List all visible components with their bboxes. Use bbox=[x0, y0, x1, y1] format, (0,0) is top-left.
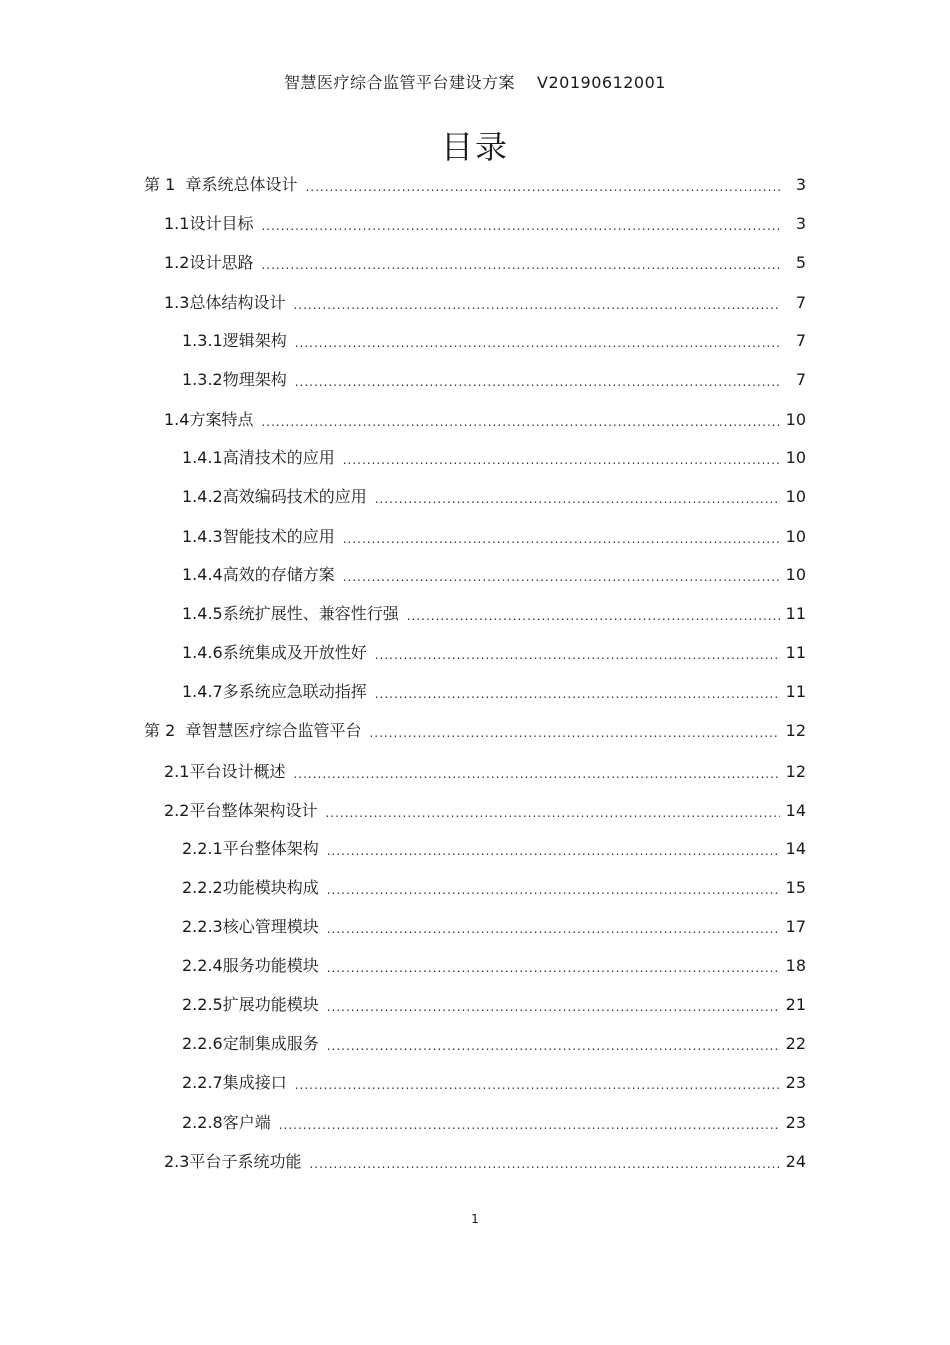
toc-entry-label: 高清技术的应用 bbox=[222, 448, 335, 467]
toc-entry-page: 14 bbox=[785, 801, 806, 820]
toc-entry[interactable] bbox=[144, 712, 806, 742]
toc-leader-dots bbox=[293, 296, 780, 314]
toc-leader-dots bbox=[407, 607, 780, 625]
toc-entry-number: 1.3 bbox=[164, 293, 190, 312]
toc-entry-page: 3 bbox=[795, 175, 806, 194]
toc-entry[interactable] bbox=[182, 1104, 806, 1134]
toc-leader-dots bbox=[261, 413, 780, 431]
toc-entry[interactable] bbox=[164, 753, 806, 783]
toc-leader-dots bbox=[375, 490, 780, 508]
toc-leader-dots bbox=[305, 178, 780, 196]
toc-entry-number: 1.3.1 bbox=[182, 331, 223, 350]
toc-entry-label: 方案特点 bbox=[189, 410, 254, 429]
toc-leader-dots bbox=[295, 334, 780, 352]
toc-entry-label: 扩展功能模块 bbox=[222, 995, 319, 1014]
toc-entry-page: 22 bbox=[785, 1034, 806, 1053]
toc-entry[interactable] bbox=[164, 205, 806, 235]
toc-leader-dots bbox=[279, 1116, 780, 1134]
toc-entry-page: 14 bbox=[785, 839, 806, 858]
toc-entry-label: 功能模块构成 bbox=[222, 878, 319, 897]
toc-entry-label: 逻辑架构 bbox=[222, 331, 287, 350]
toc-entry-page: 11 bbox=[785, 604, 806, 623]
toc-leader-dots bbox=[295, 1076, 780, 1094]
toc-entry-number: 1.4.6 bbox=[182, 643, 223, 662]
toc-leader-dots bbox=[369, 724, 780, 742]
toc-entry-number: 1.4.2 bbox=[182, 487, 223, 506]
toc-entry-number: 1.4.3 bbox=[182, 527, 223, 546]
toc-entry[interactable] bbox=[182, 361, 806, 391]
toc-entry[interactable] bbox=[144, 166, 806, 196]
toc-entry-page: 5 bbox=[795, 253, 806, 272]
toc-entry-label: 客户端 bbox=[222, 1113, 271, 1132]
toc-entry-number: 2.3 bbox=[164, 1152, 190, 1171]
toc-entry-number: 1.2 bbox=[164, 253, 190, 272]
toc-entry-page: 17 bbox=[785, 917, 806, 936]
document-title: 智慧医疗综合监管平台建设方案 bbox=[284, 73, 516, 92]
toc-leader-dots bbox=[375, 685, 780, 703]
toc-entry-number: 2.2.8 bbox=[182, 1113, 223, 1132]
toc-entry-label: 核心管理模块 bbox=[222, 917, 319, 936]
toc-leader-dots bbox=[261, 256, 780, 274]
toc-leader-dots bbox=[309, 1155, 780, 1173]
toc-leader-dots bbox=[293, 765, 780, 783]
toc-entry-label: 服务功能模块 bbox=[222, 956, 319, 975]
toc-entry-number: 2.2.4 bbox=[182, 956, 223, 975]
toc-entry-label: 设计目标 bbox=[189, 214, 254, 233]
page-header bbox=[0, 70, 950, 93]
toc-entry[interactable] bbox=[182, 439, 806, 469]
toc-entry-label: 高效的存储方案 bbox=[222, 565, 335, 584]
toc-entry[interactable] bbox=[182, 1064, 806, 1094]
toc-leader-dots bbox=[343, 568, 780, 586]
toc-entry[interactable] bbox=[182, 869, 806, 899]
toc-entry-label: 系统扩展性、兼容性行强 bbox=[222, 604, 399, 623]
toc-entry[interactable] bbox=[182, 634, 806, 664]
toc-entry-page: 10 bbox=[785, 487, 806, 506]
toc-leader-dots bbox=[325, 804, 780, 822]
toc-entry-label: 定制集成服务 bbox=[222, 1034, 319, 1053]
toc-entry-number: 1.4.5 bbox=[182, 604, 223, 623]
toc-leader-dots bbox=[295, 373, 780, 391]
toc-entry[interactable] bbox=[182, 478, 806, 508]
document-version: V20190612001 bbox=[537, 73, 666, 92]
toc-entry-number: 1.3.2 bbox=[182, 370, 223, 389]
toc-title: 目录 bbox=[440, 128, 509, 166]
toc-entry[interactable] bbox=[164, 401, 806, 431]
toc-entry-label: 系统集成及开放性好 bbox=[222, 643, 367, 662]
toc-entry[interactable] bbox=[164, 1143, 806, 1173]
toc-entry-number: 第 2 章 bbox=[144, 721, 202, 740]
toc-entry-number: 1.4.7 bbox=[182, 682, 223, 701]
toc-entry-label: 平台整体架构 bbox=[222, 839, 319, 858]
toc-entry-page: 12 bbox=[785, 721, 806, 740]
toc-entry[interactable] bbox=[164, 244, 806, 274]
toc-entry-label: 物理架构 bbox=[222, 370, 287, 389]
toc-entry-page: 10 bbox=[785, 410, 806, 429]
toc-entry-number: 2.2.1 bbox=[182, 839, 223, 858]
toc-entry-label: 高效编码技术的应用 bbox=[222, 487, 367, 506]
toc-entry-page: 18 bbox=[785, 956, 806, 975]
toc-entry-page: 23 bbox=[785, 1113, 806, 1132]
toc-entry-label: 平台整体架构设计 bbox=[189, 801, 318, 820]
toc-entry-number: 2.2.6 bbox=[182, 1034, 223, 1053]
toc-leader-dots bbox=[343, 530, 780, 548]
toc-entry[interactable] bbox=[182, 322, 806, 352]
page-number: 1 bbox=[471, 1212, 479, 1226]
toc-entry-number: 1.4 bbox=[164, 410, 190, 429]
toc-entry-page: 3 bbox=[795, 214, 806, 233]
toc-entry-page: 15 bbox=[785, 878, 806, 897]
toc-leader-dots bbox=[327, 998, 780, 1016]
toc-entry-label: 平台设计概述 bbox=[189, 762, 286, 781]
toc-entry[interactable] bbox=[182, 986, 806, 1016]
toc-entry[interactable] bbox=[182, 595, 806, 625]
toc-entry-label: 总体结构设计 bbox=[189, 293, 286, 312]
toc-entry-label: 平台子系统功能 bbox=[189, 1152, 302, 1171]
toc-entry[interactable] bbox=[182, 556, 806, 586]
toc-leader-dots bbox=[327, 842, 780, 860]
toc-entry-number: 2.2.5 bbox=[182, 995, 223, 1014]
toc-entry[interactable] bbox=[182, 947, 806, 977]
toc-entry-number: 2.2.2 bbox=[182, 878, 223, 897]
toc-entry-number: 1.1 bbox=[164, 214, 190, 233]
toc-entry-page: 10 bbox=[785, 448, 806, 467]
toc-entry[interactable] bbox=[164, 792, 806, 822]
toc-entry-number: 第 1 章 bbox=[144, 175, 202, 194]
toc-entry-page: 24 bbox=[785, 1152, 806, 1171]
toc-entry-label: 设计思路 bbox=[189, 253, 254, 272]
toc-entry-label: 系统总体设计 bbox=[201, 175, 298, 194]
toc-entry-page: 7 bbox=[795, 331, 806, 350]
toc-entry-number: 2.1 bbox=[164, 762, 190, 781]
toc-entry-page: 21 bbox=[785, 995, 806, 1014]
toc-leader-dots bbox=[343, 451, 780, 469]
toc-entry-number: 1.4.1 bbox=[182, 448, 223, 467]
toc-leader-dots bbox=[327, 1037, 780, 1055]
toc-entry[interactable] bbox=[182, 673, 806, 703]
toc-entry-label: 多系统应急联动指挥 bbox=[222, 682, 367, 701]
toc-entry-number: 2.2.3 bbox=[182, 917, 223, 936]
toc-entry-page: 7 bbox=[795, 370, 806, 389]
toc-entry[interactable] bbox=[182, 908, 806, 938]
toc-entry-number: 2.2 bbox=[164, 801, 190, 820]
toc-entry-page: 11 bbox=[785, 643, 806, 662]
toc-entry[interactable] bbox=[182, 830, 806, 860]
toc-leader-dots bbox=[327, 881, 780, 899]
toc-entry-label: 集成接口 bbox=[222, 1073, 287, 1092]
toc-entry[interactable] bbox=[182, 1025, 806, 1055]
toc-entry-label: 智慧医疗综合监管平台 bbox=[201, 721, 362, 740]
toc-entry-label: 智能技术的应用 bbox=[222, 527, 335, 546]
toc-entry-page: 11 bbox=[785, 682, 806, 701]
toc-entry-number: 2.2.7 bbox=[182, 1073, 223, 1092]
toc-entry-number: 1.4.4 bbox=[182, 565, 223, 584]
toc-entry-page: 7 bbox=[795, 293, 806, 312]
toc-leader-dots bbox=[261, 217, 780, 235]
toc-entry[interactable] bbox=[164, 284, 806, 314]
toc-entry-page: 10 bbox=[785, 527, 806, 546]
toc-entry-page: 12 bbox=[785, 762, 806, 781]
toc-entry-page: 23 bbox=[785, 1073, 806, 1092]
toc-entry-page: 10 bbox=[785, 565, 806, 584]
toc-entry[interactable] bbox=[182, 518, 806, 548]
toc-leader-dots bbox=[327, 920, 780, 938]
toc-leader-dots bbox=[327, 959, 780, 977]
toc-leader-dots bbox=[375, 646, 780, 664]
